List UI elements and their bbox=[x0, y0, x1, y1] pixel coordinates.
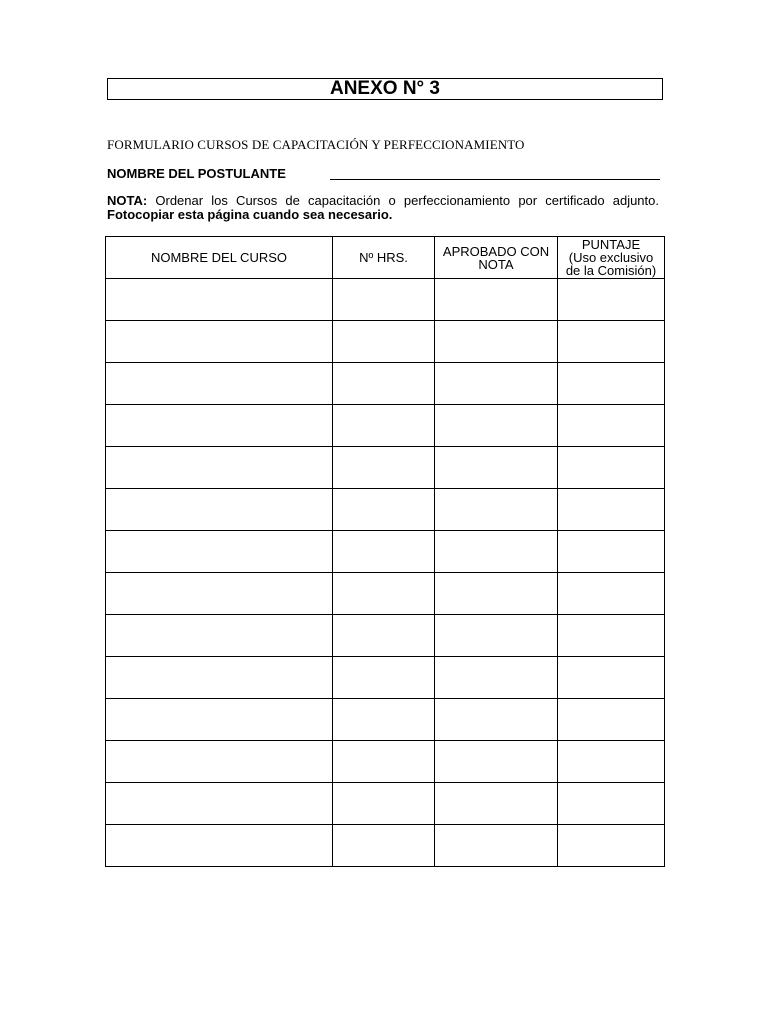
cell-course-name[interactable] bbox=[106, 825, 333, 867]
cell-course-name[interactable] bbox=[106, 783, 333, 825]
note-paragraph bbox=[107, 194, 659, 208]
cell-approved[interactable] bbox=[435, 363, 558, 405]
cell-approved[interactable] bbox=[435, 279, 558, 321]
cell-hours[interactable] bbox=[333, 447, 435, 489]
table-row bbox=[106, 825, 665, 867]
cell-hours[interactable] bbox=[333, 573, 435, 615]
note-label: NOTA: bbox=[107, 193, 148, 208]
cell-score[interactable] bbox=[558, 363, 665, 405]
cell-approved[interactable] bbox=[435, 489, 558, 531]
cell-approved[interactable] bbox=[435, 447, 558, 489]
cell-score[interactable] bbox=[558, 573, 665, 615]
cell-course-name[interactable] bbox=[106, 405, 333, 447]
header-score: PUNTAJE (Uso exclusivo de la Comisión) bbox=[558, 237, 665, 279]
table-row bbox=[106, 279, 665, 321]
cell-course-name[interactable] bbox=[106, 741, 333, 783]
applicant-name-line[interactable] bbox=[330, 179, 660, 180]
cell-course-name[interactable] bbox=[106, 321, 333, 363]
cell-score[interactable] bbox=[558, 489, 665, 531]
cell-hours[interactable] bbox=[333, 531, 435, 573]
cell-course-name[interactable] bbox=[106, 615, 333, 657]
cell-approved[interactable] bbox=[435, 615, 558, 657]
table-row bbox=[106, 657, 665, 699]
header-course-name: NOMBRE DEL CURSO bbox=[106, 237, 333, 279]
note-bold-text: Fotocopiar esta página cuando sea necesario. bbox=[107, 207, 393, 222]
table-row bbox=[106, 321, 665, 363]
cell-score[interactable] bbox=[558, 447, 665, 489]
cell-approved[interactable] bbox=[435, 573, 558, 615]
cell-hours[interactable] bbox=[333, 615, 435, 657]
cell-approved[interactable] bbox=[435, 321, 558, 363]
table-row bbox=[106, 741, 665, 783]
cell-hours[interactable] bbox=[333, 279, 435, 321]
cell-score[interactable] bbox=[558, 279, 665, 321]
cell-course-name[interactable] bbox=[106, 531, 333, 573]
cell-course-name[interactable] bbox=[106, 489, 333, 531]
cell-score[interactable] bbox=[558, 657, 665, 699]
cell-score[interactable] bbox=[558, 825, 665, 867]
note-text: Ordenar los Cursos de capacitación o perfeccionamiento por certificado adjunto. bbox=[147, 193, 659, 208]
cell-hours[interactable] bbox=[333, 405, 435, 447]
cell-course-name[interactable] bbox=[106, 279, 333, 321]
table-row bbox=[106, 573, 665, 615]
cell-hours[interactable] bbox=[333, 741, 435, 783]
cell-course-name[interactable] bbox=[106, 447, 333, 489]
cell-score[interactable] bbox=[558, 741, 665, 783]
table-row bbox=[106, 405, 665, 447]
cell-hours[interactable] bbox=[333, 657, 435, 699]
cell-score[interactable] bbox=[558, 615, 665, 657]
cell-score[interactable] bbox=[558, 699, 665, 741]
table-row bbox=[106, 615, 665, 657]
cell-hours[interactable] bbox=[333, 825, 435, 867]
cell-course-name[interactable] bbox=[106, 699, 333, 741]
cell-hours[interactable] bbox=[333, 783, 435, 825]
courses-table bbox=[105, 236, 665, 867]
cell-course-name[interactable] bbox=[106, 657, 333, 699]
table-row bbox=[106, 783, 665, 825]
cell-score[interactable] bbox=[558, 531, 665, 573]
cell-approved[interactable] bbox=[435, 699, 558, 741]
cell-score[interactable] bbox=[558, 783, 665, 825]
table-header-row bbox=[106, 237, 665, 279]
cell-hours[interactable] bbox=[333, 363, 435, 405]
cell-approved[interactable] bbox=[435, 825, 558, 867]
cell-hours[interactable] bbox=[333, 321, 435, 363]
cell-score[interactable] bbox=[558, 321, 665, 363]
document-title: ANEXO N° 3 bbox=[107, 78, 663, 100]
table-row bbox=[106, 489, 665, 531]
header-hours: Nº HRS. bbox=[333, 237, 435, 279]
table-row bbox=[106, 699, 665, 741]
table-row bbox=[106, 531, 665, 573]
form-subtitle: FORMULARIO CURSOS DE CAPACITACIÓN Y PERFECCIONAMIENTO bbox=[107, 137, 525, 152]
cell-hours[interactable] bbox=[333, 699, 435, 741]
cell-hours[interactable] bbox=[333, 489, 435, 531]
cell-score[interactable] bbox=[558, 405, 665, 447]
cell-course-name[interactable] bbox=[106, 573, 333, 615]
cell-approved[interactable] bbox=[435, 531, 558, 573]
cell-approved[interactable] bbox=[435, 657, 558, 699]
cell-approved[interactable] bbox=[435, 783, 558, 825]
cell-approved[interactable] bbox=[435, 741, 558, 783]
cell-course-name[interactable] bbox=[106, 363, 333, 405]
cell-approved[interactable] bbox=[435, 405, 558, 447]
applicant-name-label: NOMBRE DEL POSTULANTE bbox=[107, 166, 286, 181]
table-row bbox=[106, 447, 665, 489]
table-row bbox=[106, 363, 665, 405]
header-approved: APROBADO CON NOTA bbox=[435, 237, 558, 279]
